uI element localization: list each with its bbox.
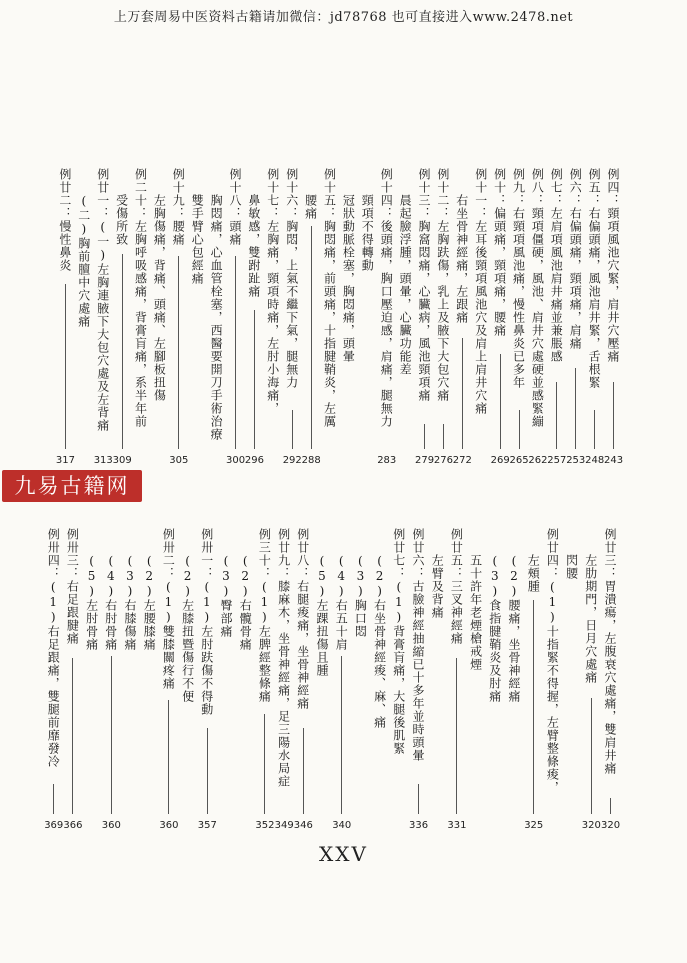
toc-entry: 左頰腫 — [526, 554, 541, 593]
toc-entry: 閃腰 — [564, 554, 579, 580]
toc-entry: 例廿五：三叉神經痛 — [449, 528, 464, 645]
leader-line — [556, 382, 557, 449]
toc-entry: 腰痛 — [303, 194, 318, 220]
leader-line — [111, 656, 112, 814]
toc-entry: 例廿八：右腿痠痛，坐骨神經痛 — [295, 528, 310, 710]
page-ref: 369 — [44, 820, 64, 831]
page-ref: 248 — [585, 455, 605, 466]
toc-entry: (3)臀部痛 — [219, 554, 233, 638]
toc-entry: 例廿六：古臉神經抽縮已十多年並時頭暈 — [411, 528, 425, 762]
toc-entry: (3)右膝傷痛 — [123, 554, 137, 651]
toc-entry: 例卅一：(1)左肘趺傷不得動 — [199, 528, 214, 716]
leader-line — [575, 368, 576, 449]
leader-line — [341, 656, 342, 814]
page-ref: 296 — [244, 455, 264, 466]
leader-line — [311, 226, 312, 449]
toc-entry: 例十九：腰痛 — [171, 168, 186, 246]
page-ref: 366 — [63, 820, 83, 831]
page-number-footer: XXV — [319, 842, 368, 866]
page-ref: 288 — [301, 455, 321, 466]
leader-line — [235, 256, 236, 449]
toc-entry: 例廿二：慢性鼻炎 — [57, 168, 72, 272]
page-ref: 320 — [581, 820, 601, 831]
toc-entry: (3)胸口悶 — [353, 554, 368, 638]
toc-entry: 例五：右偏頭痛，風池肩井緊，舌根緊 — [587, 168, 602, 389]
toc-entry: 左胸傷痛，背痛、頭痛、左腳板扭傷 — [152, 194, 167, 402]
page-ref: 352 — [255, 820, 275, 831]
toc-entry: (2)右髖骨痛 — [238, 554, 253, 651]
page-ref: 313 — [93, 455, 113, 466]
leader-line — [122, 254, 123, 449]
page-ref: 346 — [293, 820, 313, 831]
leader-line — [178, 256, 179, 449]
toc-entry: 例十：偏頭痛，頸項痛，腰痛 — [492, 168, 507, 337]
page-ref: 320 — [601, 820, 621, 831]
leader-line — [533, 600, 534, 814]
toc-entry: 例四：頸項風池穴緊，肩井穴壓痛 — [606, 168, 620, 363]
toc-entry: 例十七：左胸痛，頸項時痛，左肘小海痛， — [265, 168, 280, 415]
page-ref: 283 — [377, 455, 397, 466]
toc-entry: 右坐骨神經痛，左跟痛 — [454, 194, 469, 324]
page-ref: 349 — [274, 820, 294, 831]
watermark-text: 九易古籍网 — [14, 474, 130, 498]
toc-entry: (4)右五十肩 — [334, 554, 349, 651]
page-ref: 360 — [159, 820, 179, 831]
toc-entry: 鼻敏感，雙跗趾痛 — [246, 194, 261, 298]
leader-line — [207, 728, 208, 814]
toc-entry: 例十八：頭痛 — [228, 168, 242, 246]
leader-line — [72, 658, 73, 814]
page-ref: 309 — [112, 455, 132, 466]
toc-entry: (二)胸前膻中穴處痛 — [76, 194, 91, 328]
watermark-logo — [2, 470, 142, 502]
page-ref: 336 — [409, 820, 429, 831]
page-ref: 360 — [101, 820, 121, 831]
toc-entry: 例廿三：胃潰瘍，左腹衰穴處痛，雙肩井痛 — [603, 528, 617, 775]
toc-entry: 例廿七：(1)背膏肓痛，大腿後肌緊 — [391, 528, 406, 755]
page-ref: 292 — [282, 455, 302, 466]
leader-line — [292, 410, 293, 449]
toc-entry: 例卅三：右足跟腱痛 — [65, 528, 80, 645]
toc-entry: 例廿四：(1)十指緊不得握，左臂整條痠， — [545, 528, 560, 794]
toc-entry: 例十一：左耳後頸項風池穴及肩上肩井穴痛 — [473, 168, 488, 415]
toc-entry: 例廿一：(一)左胸連腋下大包穴處及左背痛 — [95, 168, 110, 432]
toc-entry: 左臂及背痛 — [430, 554, 445, 619]
leader-line — [443, 424, 444, 449]
page-ref: 340 — [332, 820, 352, 831]
page-ref: 305 — [169, 455, 189, 466]
toc-entry: 例十三：胸窩悶痛，心臟病，風池頸項痛 — [417, 168, 431, 402]
leader-line — [254, 310, 255, 449]
page-ref: 300 — [226, 455, 246, 466]
leader-line — [519, 410, 520, 449]
toc-entry: 例二十：左胸呼吸感痛，背膏肓痛，系半年前 — [133, 168, 148, 428]
leader-line — [418, 784, 419, 814]
toc-entry: (2)左膝扭暨傷行不便 — [180, 554, 195, 703]
page-ref: 331 — [447, 820, 467, 831]
toc-entry: 例卅二：(1)雙膝關疼痛 — [161, 528, 176, 690]
leader-line — [456, 658, 457, 814]
toc-entry: 例六：右偏頭痛，頸項痛，肩痛 — [568, 168, 583, 350]
page-ref: 265 — [509, 455, 529, 466]
toc-entry: 例卅四：(1)右足跟痛，雙腿前靡發冷 — [46, 528, 61, 768]
page-ref: 269 — [490, 455, 510, 466]
toc-entry: 胸悶痛，心血管栓塞，西醫要開刀手術治療 — [209, 194, 224, 441]
leader-line — [168, 700, 169, 814]
leader-line — [500, 354, 501, 449]
toc-entry: 例七：左肩項風池肩井痛並兼脹感 — [549, 168, 564, 363]
leader-line — [303, 728, 304, 814]
leader-line — [65, 284, 66, 449]
leader-line — [613, 382, 614, 449]
toc-entry: 晨起臉浮腫，頭暈，心臟功能差 — [398, 194, 413, 376]
leader-line — [594, 410, 595, 449]
toc-entry: 例十四：後頭痛，胸口壓迫感，肩痛，腿無力 — [379, 168, 394, 428]
page-ref: 253 — [566, 455, 586, 466]
toc-entry: 五十許年老煙槍戒煙 — [468, 554, 483, 671]
toc-entry: 例廿九：膝麻木，坐骨神經痛，足三陽水局症 — [276, 528, 291, 788]
leader-line — [591, 698, 592, 814]
toc-entry: (2)左腰膝痛 — [142, 554, 157, 651]
toc-entry: 例十五：胸悶痛，前頭痛，十指腱鞘炎，左厲 — [322, 168, 337, 428]
leader-line — [424, 424, 425, 449]
toc-entry: 例十六：胸悶，上氣不繼下氣，腿無力 — [284, 168, 299, 389]
toc-entry: 受傷所致 — [114, 194, 129, 246]
toc-entry: 例十二：左胸趺傷，乳上及腋下大包穴痛 — [435, 168, 450, 402]
page-ref: 317 — [55, 455, 75, 466]
toc-entry: 雙手臂心包經痛 — [190, 194, 205, 285]
page-ref: 243 — [604, 455, 624, 466]
leader-line — [610, 798, 611, 814]
leader-line — [53, 784, 54, 814]
toc-entry: (4)右肘骨痛 — [103, 554, 118, 651]
toc-entry: 例八：頸項僵硬，風池、肩井穴處硬並感緊繃 — [530, 168, 545, 428]
toc-entry: 左肋期門，日月穴處痛 — [583, 554, 598, 684]
page-ref: 262 — [528, 455, 548, 466]
page-ref: 257 — [547, 455, 567, 466]
toc-entry: (5)左踝扭傷且腫 — [315, 554, 329, 677]
leader-line — [462, 338, 463, 449]
toc-entry: (2)腰痛，坐骨神經痛 — [507, 554, 521, 703]
toc-entry: (2)右坐骨神經痠、麻、痛 — [372, 554, 387, 729]
page-ref: 357 — [197, 820, 217, 831]
page-ref: 272 — [452, 455, 472, 466]
leader-line — [264, 714, 265, 814]
toc-entry: 冠狀動脈栓塞，胸悶痛，頭暈 — [341, 194, 356, 363]
toc-entry: 例三十：(1)左脾經整條痛 — [257, 528, 272, 703]
toc-entry: (5)左肘骨痛 — [84, 554, 99, 651]
toc-entry: 例九：右頸項風池痛，慢性鼻炎已多年 — [511, 168, 526, 389]
toc-entry: (3)食指腱鞘炎及肘痛 — [487, 554, 502, 703]
page-ref: 276 — [433, 455, 453, 466]
toc-entry: 頸項不得轉動 — [360, 194, 375, 272]
banner-text: 上万套周易中医资料古籍请加微信：jd78768 也可直接进入www.2478.net — [113, 10, 574, 25]
page-ref: 325 — [524, 820, 544, 831]
page-ref: 279 — [415, 455, 435, 466]
